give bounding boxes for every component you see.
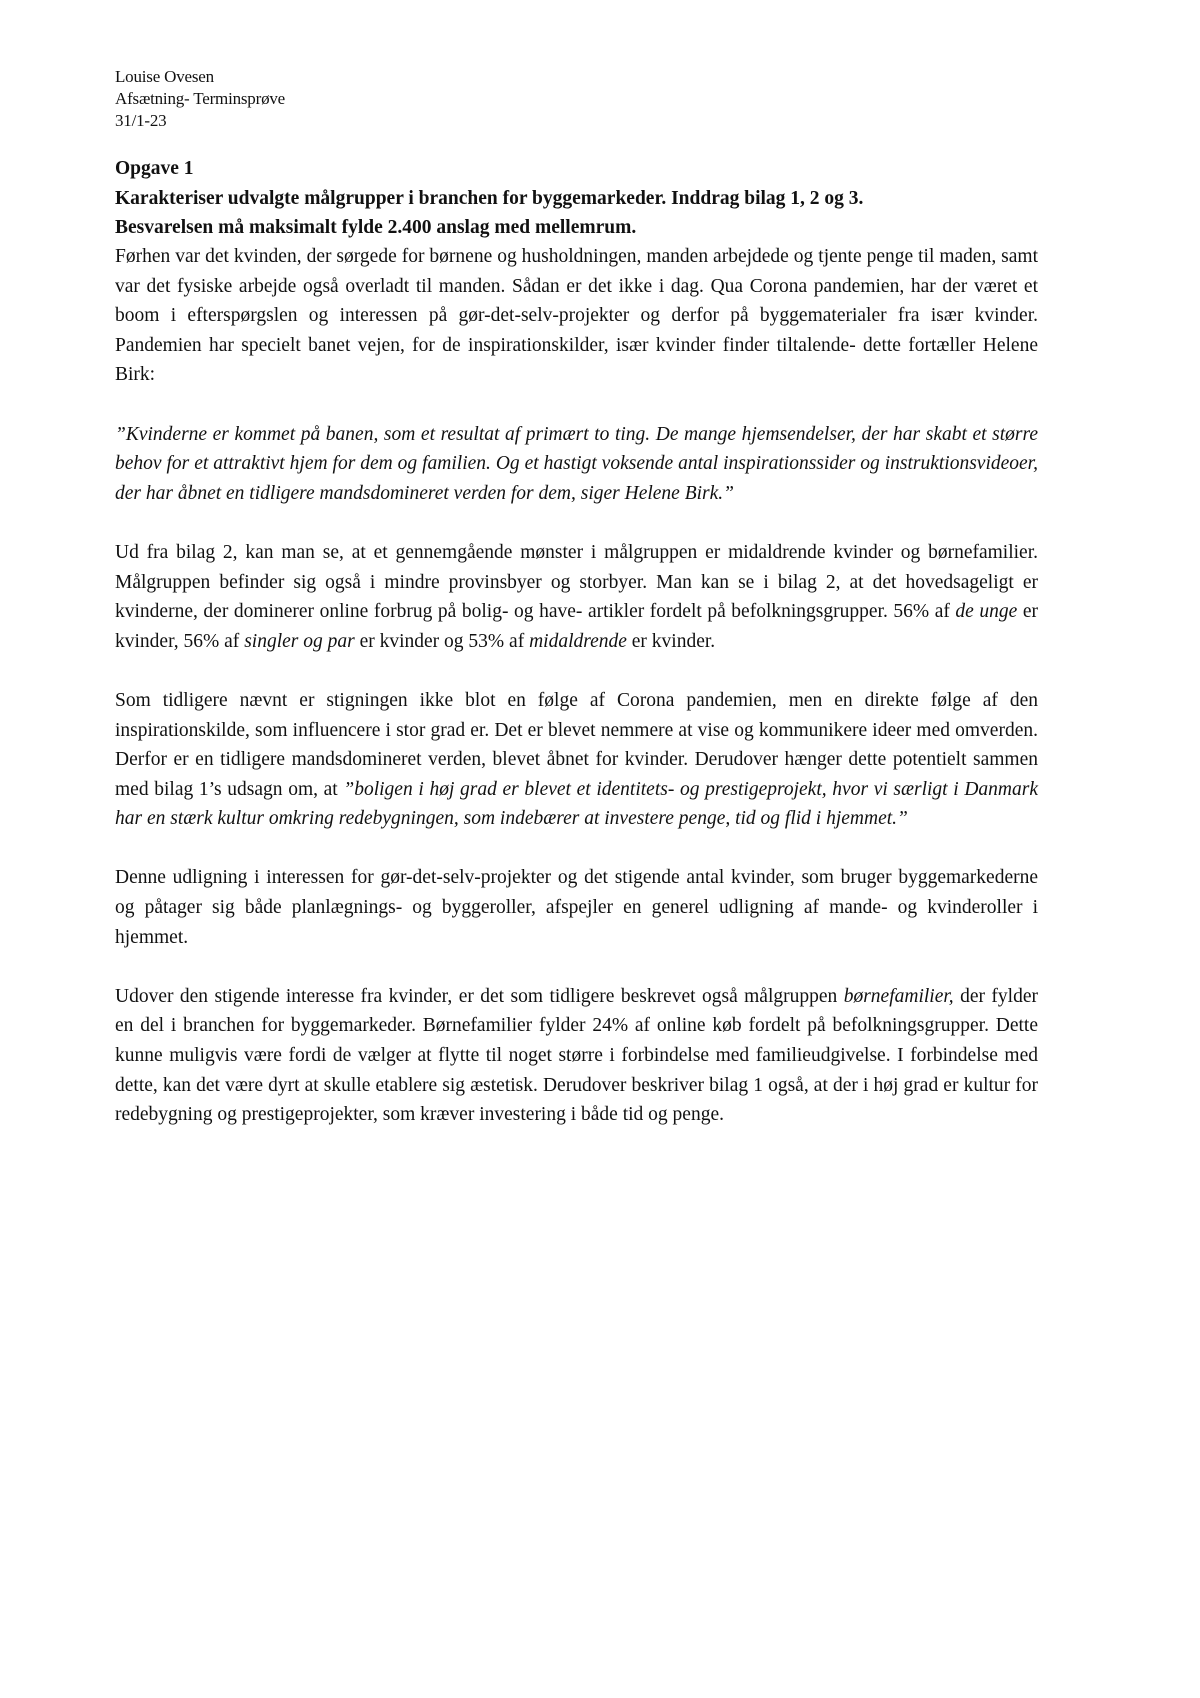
text-run: Ud fra bilag 2, kan man se, at et gennemgående mønster i målgruppen er midaldrende kvinder og børnefamilier. Målgruppen befinder sig også i mindre provinsbyer og storbyer. Man kan se i bilag 2, at det hovedsageligt er kvinderne, der dominerer online forbrug på bolig- og have- artikler fordelt på befolkningsgrupper. 56% af <box>115 541 1038 623</box>
emphasis-midaldrende: midaldrende <box>529 630 627 652</box>
emphasis-de-unge: de unge <box>955 601 1018 623</box>
document-date: 31/1-23 <box>115 111 167 130</box>
author-name: Louise Ovesen <box>115 67 214 86</box>
paragraph-boernefamilier <box>115 982 1038 1130</box>
task-title: Opgave 1 <box>115 158 194 179</box>
quote-helene-birk: ”Kvinderne er kommet på banen, som et resultat af primært to ting. De mange hjemsendelser, der har skabt et større behov for et attraktivt hjem for dem og familien. Og et hastigt voksende antal inspirationssider og instruktionsvideoer, der har åbnet en tidligere mandsdomineret verden for dem, siger Helene Birk.” <box>115 423 1038 504</box>
text-run: der fylder en del i branchen for byggemarkeder. Børnefamilier fylder 24% af online køb fordelt på befolkningsgrupper. Dette kunne muligvis være fordi de vælger at flytte til noget større i forbindelse med familieudgivelse. I forbindelse med dette, kan det være dyrt at skulle etablere sig æstetisk. Derudover beskriver bilag 1 også, at der i høj grad er kultur for redebygning og prestigeprojekter, som kræver investering i både tid og penge. <box>115 985 1038 1126</box>
text-run: er kvinder, 56% af <box>115 601 1038 652</box>
document-header <box>115 66 1038 132</box>
quote-bilag-1: ”boligen i høj grad er blevet et identitets- og prestigeprojekt, hvor vi særligt i Danmark har en stærk kultur omkring redebygningen, som indebærer at investere penge, tid og flid i hjemmet.” <box>115 778 1038 830</box>
paragraph-influencers <box>115 686 1038 834</box>
emphasis-boernefamilier: børnefamilier, <box>843 985 954 1007</box>
document-page <box>115 66 1038 1130</box>
text-run: er kvinder og 53% af <box>354 630 530 652</box>
spacer <box>115 834 1038 864</box>
document-subject: Afsætning- Terminsprøve <box>115 89 286 108</box>
paragraph-bilag-2 <box>115 538 1038 656</box>
spacer <box>115 656 1038 686</box>
task-prompt-line-2: Besvarelsen må maksimalt fylde 2.400 anslag med mellemrum. <box>115 217 637 238</box>
paragraph-udligning: Denne udligning i interessen for gør-det-selv-projekter og det stigende antal kvinder, som bruger byggemarkederne og påtager sig både planlægnings- og byggeroller, afspejler en generel udligning af mande- og kvinderoller i hjemmet. <box>115 867 1038 948</box>
task-prompt-line-1: Karakteriser udvalgte målgrupper i branchen for byggemarkeder. Inddrag bilag 1, 2 og 3. <box>115 188 864 209</box>
emphasis-singler-og-par: singler og par <box>244 630 355 652</box>
text-run: Udover den stigende interesse fra kvinder, er det som tidligere beskrevet også målgruppen <box>115 985 844 1007</box>
paragraph-intro: Førhen var det kvinden, der sørgede for børnene og husholdningen, manden arbejdede og tjente penge til maden, samt var det fysiske arbejde også overladt til manden. Sådan er det ikke i dag. Qua Corona pandemien, har der været et boom i efterspørgslen og interessen på gør-det-selv-projekter og derfor på byggematerialer fra især kvinder. Pandemien har specielt banet vejen, for de inspirationskilder, især kvinder finder tiltalende- dette fortæller Helene Birk: <box>115 246 1038 386</box>
text-run: Som tidligere nævnt er stigningen ikke blot en følge af Corona pandemien, men en direkte følge af den inspirationskilde, som influencere i stor grad er. Det er blevet nemmere at vise og kommunikere ideer med omverden. Derfor er en tidligere mandsdomineret verden, blevet åbnet for kvinder. Derudover hænger dette potentielt sammen med bilag 1’s udsagn om, at <box>115 689 1038 800</box>
spacer <box>115 390 1038 420</box>
spacer <box>115 508 1038 538</box>
text-run: er kvinder. <box>626 630 716 652</box>
spacer <box>115 952 1038 982</box>
